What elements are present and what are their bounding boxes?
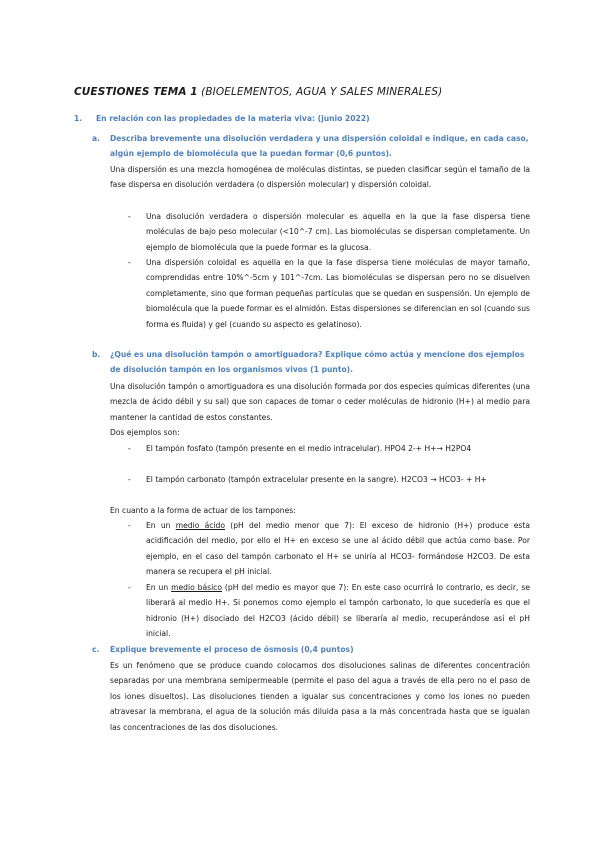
answer-b-example-1 (128, 441, 530, 456)
bullet-dash: - (128, 521, 131, 530)
subquestion-a (92, 131, 530, 162)
acid-pre: En un (146, 521, 176, 530)
basic-post: (pH del medio es mayor que 7): En este caso ocurrirá lo contrario, es decir, se liberará al medio H+. Si ponemos como ejemplo el tampón carbonato, lo que sucedería es que el hidronio (H+) disociado del H2CO3 (ácido débil) se liberaría al medio, recuperándose así el pH inicial. (146, 583, 530, 639)
answer-b-intro: Una disolución tampón o amortiguadora es una disolución formada por dos especies químicas diferentes (una mezcla de ácido débil y su sal) que son capaces de tomar o ceder moléculas de hidronio (H+) al medio para mantener la cantidad de estos constantes. (110, 382, 530, 422)
subquestion-c-text: Explique brevemente el proceso de ósmosis (0,4 puntos) (110, 645, 354, 654)
answer-b-examples-label: Dos ejemplos son: (110, 428, 180, 437)
subquestion-c (92, 642, 530, 657)
acid-post: (pH del medio menor que 7): El exceso de hidronio (H+) produce esta acidificación del medio, por ello el H+ en exceso se une al ácido débil que actúa como base. Por ejemplo, en el caso del tampón carbonato el H+ se uniría al HCO3- formándose H2CO3. De esta manera se recupera el pH inicial. (146, 521, 530, 577)
basic-term: medio básico (171, 583, 223, 592)
bullet-text: Una dispersión coloidal es aquella en la que la fase dispersa tiene moléculas de mayor tamaño, comprendidas entre 10%^-5cm y 101^-7cm. Las biomoléculas se dispersan pero no se disuelven completamente, sino que forman pequeñas partículas que se quedan en suspensión. Un ejemplo de biomolécula que la puede formar es el almidón. Estas dispersiones se diferencian en sol (cuando sus forma es fluida) y gel (cuando su aspecto es gelatinoso). (146, 258, 530, 329)
subquestion-a-text: Describa brevemente una disolución verdadera y una dispersión coloidal e indique, en cada caso, algún ejemplo de biomolécula que la puedan formar (0,6 puntos). (110, 134, 529, 159)
subquestion-b (92, 347, 530, 378)
bullet-text: El tampón fosfato (tampón presente en el medio intracelular). HPO4 2-+ H+→ H2PO4 (146, 444, 472, 453)
bullet-text: El tampón carbonato (tampón extracelular presente en la sangre). H2CO3 → HCO3- + H+ (146, 475, 487, 484)
bullet-text: Una disolución verdadera o dispersión molecular es aquella en la que la fase dispersa tiene moléculas de bajo peso molecular (<10^-7 cm). Las biomoléculas se dispersan completamente. Un ejemplo de biomolécula que la puede formar es la glucosa. (146, 212, 530, 252)
title-rest: (BIOELEMENTOS, AGUA Y SALES MINERALES) (197, 86, 443, 98)
answer-a-bullet-2 (128, 255, 530, 332)
bullet-dash: - (128, 475, 131, 484)
subquestion-b-text: ¿Qué es una disolución tampón o amortiguadora? Explique cómo actúa y mencione dos ejemplos de disolución tampón en los organismos vivos (1 punto). (110, 350, 525, 375)
answer-b-example-2 (128, 472, 530, 487)
answer-b-action-label: En cuanto a la forma de actuar de los tampones: (110, 506, 296, 515)
bullet-dash: - (128, 444, 131, 453)
acid-term: medio ácido (175, 521, 226, 530)
bullet-dash: - (128, 583, 131, 592)
answer-a-bullet-1 (128, 209, 530, 255)
bullet-text (146, 580, 530, 642)
bullet-dash: - (128, 258, 131, 267)
bullet-dash: - (128, 212, 131, 221)
question-1-heading (74, 114, 534, 123)
answer-b-basic-medium (128, 580, 530, 642)
subquestion-a-letter: a. (92, 134, 101, 143)
answer-b-acid-medium (128, 518, 530, 580)
bullet-text (146, 518, 530, 580)
answer-c: Es un fenómeno que se produce cuando colocamos dos disoluciones salinas de diferentes concentración separadas por una membrana semipermeable (permite el paso del agua a través de ella pero no el paso de los iones disueltos). Las disoluciones tienden a igualar sus concentraciones y como los iones no pueden atravesar la membrana, el agua de la solución más diluida pasa a la más concentrada hasta que se igualan las concentraciones de las dos disoluciones. (110, 661, 530, 732)
subquestion-b-letter: b. (92, 350, 101, 359)
question-1-text: En relación con las propiedades de la materia viva: (junio 2022) (96, 114, 370, 123)
subquestion-c-letter: c. (92, 645, 100, 654)
page-title (74, 86, 442, 98)
answer-a-intro: Una dispersión es una mezcla homogénea de moléculas distintas, se pueden clasificar según el tamaño de la fase dispersa en disolución verdadera (o dispersión molecular) y dispersión coloidal. (110, 165, 530, 190)
basic-pre: En un (146, 583, 172, 592)
question-number: 1. (74, 114, 83, 123)
title-bold: CUESTIONES TEMA 1 (74, 86, 198, 98)
